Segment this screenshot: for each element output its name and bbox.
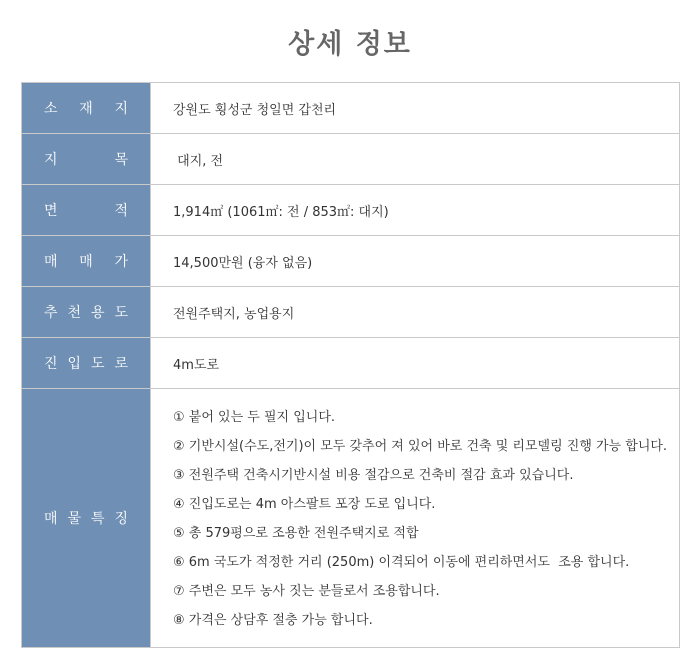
- list-item: ① 붙어 있는 두 필지 입니다.: [173, 410, 336, 425]
- label-char: 가: [114, 254, 128, 270]
- label-char: 천: [67, 305, 82, 321]
- row-label: [22, 287, 151, 338]
- label-char: 재: [79, 101, 93, 117]
- row-value: 1,914㎡ (1061㎡: 전 / 853㎡: 대지): [151, 185, 680, 236]
- label-char: 로: [114, 356, 128, 372]
- label-char: 물: [67, 511, 82, 527]
- label-char: 매: [44, 254, 58, 270]
- feature-list: [173, 389, 679, 647]
- list-item: ⑧ 가격은 상담후 절충 가능 합니다.: [173, 613, 373, 628]
- row-value: 4m도로: [151, 338, 680, 389]
- label-char: 징: [114, 511, 128, 527]
- label-char: 용: [90, 305, 105, 321]
- row-value: 전원주택지, 농업용지: [151, 287, 680, 338]
- list-item: ② 기반시설(수도,전기)이 모두 갖추어 져 있어 바로 건축 및 리모델링 진행 가능 합니다.: [173, 439, 668, 454]
- row-value: [151, 389, 680, 648]
- label-char: 입: [67, 356, 82, 372]
- row-label: [22, 236, 151, 287]
- label-char: 면: [44, 203, 58, 219]
- table-row-recommended-use: [22, 287, 680, 338]
- label-char: 매: [79, 254, 93, 270]
- table-row-area: [22, 185, 680, 236]
- label-char: 지: [44, 152, 58, 168]
- property-info-table: [21, 82, 680, 648]
- label-char: 특: [90, 511, 105, 527]
- row-label: [22, 185, 151, 236]
- list-item: ③ 전원주택 건축시기반시설 비용 절감으로 건축비 절감 효과 있습니다.: [173, 468, 574, 483]
- row-label: [22, 389, 151, 648]
- row-value: 강원도 횡성군 청일면 갑천리: [151, 83, 680, 134]
- list-item: ④ 진입도로는 4m 아스팔트 포장 도로 입니다.: [173, 497, 436, 512]
- label-char: 소: [44, 101, 58, 117]
- row-value: [151, 134, 680, 185]
- table-row-land-category: [22, 134, 680, 185]
- row-value: 14,500만원 (융자 없음): [151, 236, 680, 287]
- table-row-price: [22, 236, 680, 287]
- table-row-location: [22, 83, 680, 134]
- label-char: 추: [44, 305, 58, 321]
- list-item: ⑦ 주변은 모두 농사 짓는 분들로서 조용합니다.: [173, 584, 440, 599]
- row-value-text: 대지, 전: [173, 153, 224, 169]
- page-title: 상세 정보: [288, 29, 412, 60]
- label-char: 도: [114, 305, 128, 321]
- row-label: [22, 134, 151, 185]
- label-char: 도: [90, 356, 105, 372]
- label-char: 매: [44, 511, 58, 527]
- row-label: [22, 338, 151, 389]
- label-char: 적: [114, 203, 128, 219]
- row-label: [22, 83, 151, 134]
- table-row-access-road: [22, 338, 680, 389]
- table-row-features: [22, 389, 680, 648]
- label-char: 지: [114, 101, 128, 117]
- label-char: 목: [114, 152, 128, 168]
- list-item: ⑥ 6m 국도가 적정한 거리 (250m) 이격되어 이동에 편리하면서도 조용 합니다.: [173, 555, 630, 570]
- list-item: ⑤ 총 579평으로 조용한 전원주택지로 적합: [173, 526, 419, 541]
- label-char: 진: [44, 356, 58, 372]
